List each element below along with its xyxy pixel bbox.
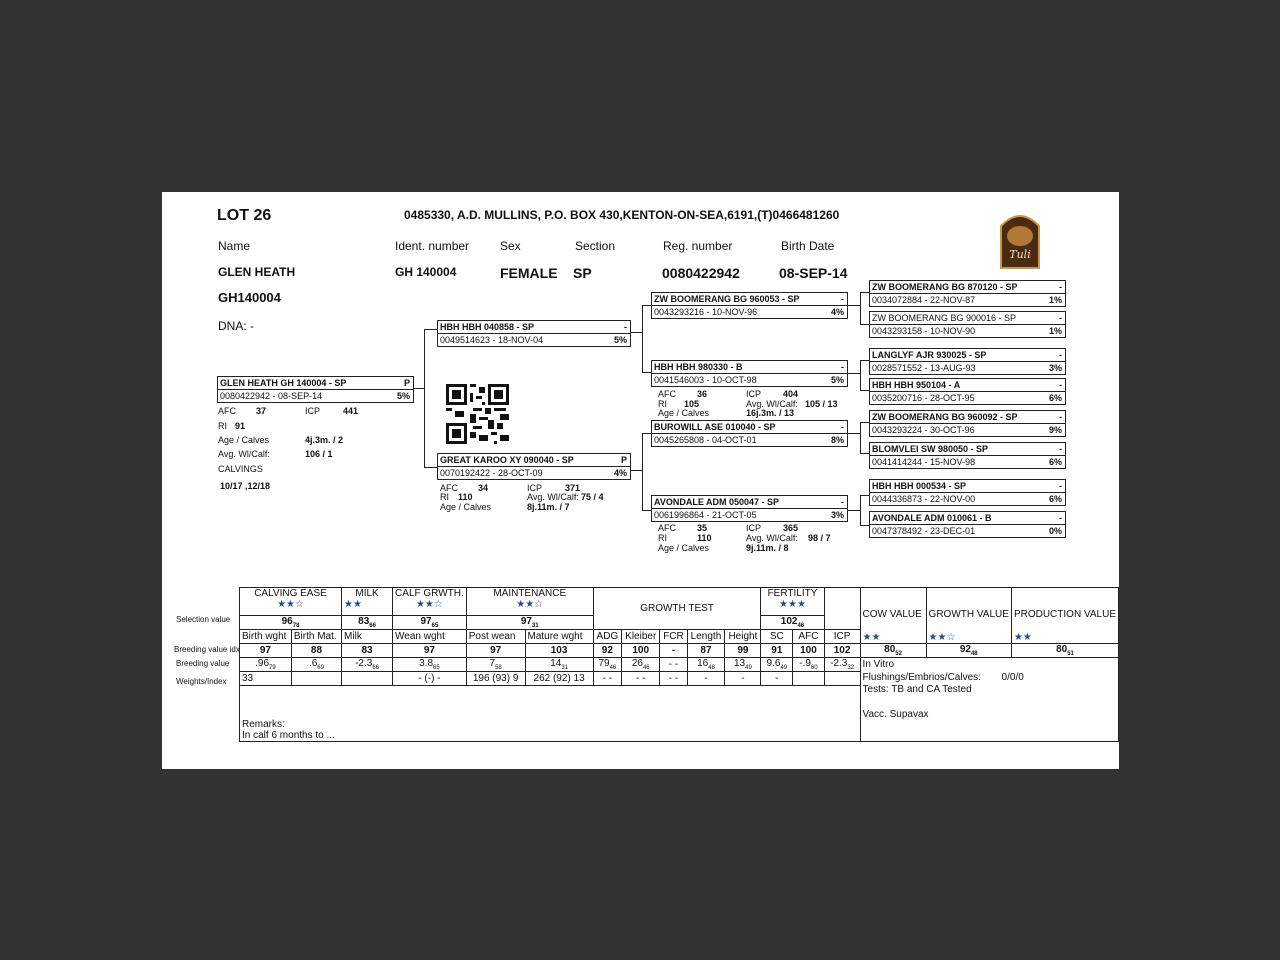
- logo-text: Tuli: [1009, 248, 1031, 261]
- performance-table: CALVING EASE ★★☆ MILK ★★ CALF GRWTH. ★★☆ MAINTENANCE ★★☆ GROWTH TEST FERTILITY ★★★ COW VALUE ★★ GROWTH VALUE ★★☆ PRODUCTION VALUE ★★ $96_{78}$ $83_{66}$ $97_{65}$ $97_{31}$ $102_{46}$ Birth wght Birth Mat. Milk Wean wght Post wean Mature wght ADG Kleiber FCR Length Height SC AFC ICP 97 88 83 97 97 103 92 100 - 87 99 91 100 102 $80_{52}$ $92_{48}$ $80_{51}$ $.96_{79}$ $.6_{69}$ $-2.3_{66}$ $3.8_{65}$ $7_{58}$ $14_{31}$ $79_{46}$ $26_{46}$ - - $16_{48}$ $13_{49}$ $9.6_{49}$ $-.9_{60}$ $-2.3_{32}$ In Vitro 33 - (-) - 196 (93) 9 262 (92) 13 - - - - - - - - - Flushings/Embrios/Calves: 0/0/0 Tests: TB and CA Tested Vacc. Supavax Remarks: In calf 6 months to ...: [239, 587, 1119, 742]
- row-label-selection: Selection value: [176, 615, 231, 624]
- grandparent-box-2[interactable]: HBH HBH 980330 - B - 0041546003 - 10-OCT-98 5%: [651, 360, 848, 387]
- sex-label: Sex: [500, 239, 521, 253]
- sire-box[interactable]: HBH HBH 040858 - SP - 0049514623 - 18-NOV-04 5%: [437, 320, 631, 347]
- tuli-logo: [995, 202, 1045, 270]
- row-label-bvidx: Breeding value idx: [174, 645, 240, 654]
- animal-birth: 08-SEP-14: [779, 265, 848, 281]
- lot-number: LOT 26: [217, 207, 272, 224]
- dna: DNA: -: [218, 319, 254, 333]
- reg-label: Reg. number: [663, 239, 733, 253]
- grandparent-box-4[interactable]: AVONDALE ADM 050047 - SP - 0061996864 - 21-OCT-05 3%: [651, 495, 848, 522]
- ggp-box-5[interactable]: ZW BOOMERANG BG 960092 - SP - 0043293224 - 30-OCT-96 9%: [869, 410, 1066, 437]
- animal-section: SP: [573, 265, 592, 281]
- name-label: Name: [218, 239, 251, 253]
- grandparent-box-3[interactable]: BUROWILL ASE 010040 - SP - 0045265808 - 04-OCT-01 8%: [651, 420, 848, 447]
- animal-pedigree-box[interactable]: GLEN HEATH GH 140004 - SP P 0080422942 - 08-SEP-14 5%: [217, 376, 414, 403]
- ggp-box-2[interactable]: ZW BOOMERANG BG 900016 - SP - 0043293158 - 10-NOV-90 1%: [869, 311, 1066, 338]
- animal-ident: GH 140004: [395, 265, 457, 279]
- owner-info: 0485330, A.D. MULLINS, P.O. BOX 430,KENTON-ON-SEA,6191,(T)0466481260: [404, 208, 840, 222]
- ident-label: Ident. number: [395, 239, 470, 253]
- ggp-box-4[interactable]: HBH HBH 950104 - A - 0035200716 - 28-OCT-95 6%: [869, 378, 1066, 405]
- ggp-box-7[interactable]: HBH HBH 000534 - SP - 0044336873 - 22-NOV-00 6%: [869, 479, 1066, 506]
- section-label: Section: [575, 239, 616, 253]
- pedigree-sheet: LOT 26 0485330, A.D. MULLINS, P.O. BOX 430,KENTON-ON-SEA,6191,(T)0466481260 Name Ident. number Sex Section Reg. number Birth Date GLEN HEATH GH 140004 FEMALE SP 0080422942 08-SEP-14 GH140004 DNA: - Tuli GLEN HEATH GH 140004 - SP P 0080422942 - 08-SEP-14 5% AFC 37 ICP 441 RI 91 Age / Calves 4j.3m. / 2 Avg. Wl/Calf: 106 / 1 CALVINGS 10/17 ,12/18 HBH HBH 040858 - SP - 0049514623 - 18-NOV-04 5% GREAT KAROO XY 090040 - SP P 0070192422 - 28-OCT-09 4% AFC 34 ICP 371 RI 110 Avg. Wl/Calf: 75 / 4 Age / Calves 8j.11m. / 7 ZW BOOMERANG BG 960053 - SP - 0043293216 - 10-NOV-96 4% HBH HBH 980330 - B - 0041546003 - 10-OCT-98 5% AFC 36 ICP 404 RI 105 Avg. Wl/Calf: 105 / 13 Age / Calves 16j.3m. / 13 BUROWILL ASE 010040 - SP - 0045265808 - 04-OCT-01 8% AVONDALE ADM 050047 - SP - 0061996864 - 21-OCT-05 3% AFC 35 ICP 365 RI 110 Avg. Wl/Calf: 98 / 7 Age / Calves 9j.11m. / 8 ZW BOOMERANG BG 870120 - SP - 0034072884 - 22-NOV-87 1% ZW BOOMERANG BG 900016 - SP - 0043293158 - 10-NOV-90 1% LANGLYF AJR 930025 - SP - 0028571552 - 13-AUG-93 3% HBH HBH 950104 - A - 0035200716 - 28-OCT-95 6% ZW BOOMERANG BG 960092 - SP - 0043293224 - 30-OCT-96 9% BLOMVLEI SW 980050 - SP - 0041414244 - 15-NOV-98 6% HBH HBH 000534 - SP - 0044336873 - 22-NOV-00 6% AVONDALE ADM 010061 - B - 0047378492 - 23-DEC-01 0% Selection value Breeding value idx Breeding value Weights/Index CALVING EASE ★★☆ MILK ★★ CALF GRWTH. ★★☆ MAINTENANCE ★★☆ GROWTH TEST FERTILITY ★★★ COW VALUE ★★ GROWTH VALUE ★★☆ PRODUCTION VALUE ★★ $96_{78}$ $83_{66}$ $97_{65}$ $97_{31}$ $102_{46}$ Birth wght Birth Mat. Milk Wean wght Post wean Mature wght ADG Kleiber FCR Length Height SC AFC ICP 97 88 83 97 97 103 92 100 - 87 99 91 100 102 $80_{52}$ $92_{48}$ $80_{51}$ $.96_{79}$ $.6_{69}$ $-2.3_{66}$ $3.8_{65}$ $7_{58}$ $14_{31}$ $79_{46}$ $26_{46}$ - - $16_{48}$ $13_{49}$ $9.6_{49}$ $-.9_{60}$ $-2.3_{32}$ In Vitro 33 - (-) - 196 (93) 9 262 (92) 13 - - - - - - - - - Flushings/Embrios/Calves: 0/0/0 Tests: TB and CA Tested Vacc. Supavax Remarks: In calf 6 months to ...: [162, 192, 1119, 769]
- dam-box[interactable]: GREAT KAROO XY 090040 - SP P 0070192422 - 28-OCT-09 4%: [437, 453, 631, 480]
- animal-code: GH140004: [218, 290, 281, 305]
- ggp-box-1[interactable]: ZW BOOMERANG BG 870120 - SP - 0034072884 - 22-NOV-87 1%: [869, 280, 1066, 307]
- ggp-box-6[interactable]: BLOMVLEI SW 980050 - SP - 0041414244 - 15-NOV-98 6%: [869, 442, 1066, 469]
- ggp-box-8[interactable]: AVONDALE ADM 010061 - B - 0047378492 - 23-DEC-01 0%: [869, 511, 1066, 538]
- qr-code: [446, 384, 509, 444]
- grandparent-box-1[interactable]: ZW BOOMERANG BG 960053 - SP - 0043293216 - 10-NOV-96 4%: [651, 292, 848, 319]
- animal-reg: 0080422942: [662, 265, 740, 281]
- row-label-weights: Weights/Index: [176, 677, 227, 686]
- animal-name: GLEN HEATH: [218, 265, 296, 279]
- row-label-bv: Breeding value: [176, 659, 230, 668]
- birth-label: Birth Date: [781, 239, 835, 253]
- ggp-box-3[interactable]: LANGLYF AJR 930025 - SP - 0028571552 - 13-AUG-93 3%: [869, 348, 1066, 375]
- animal-sex: FEMALE: [500, 265, 558, 281]
